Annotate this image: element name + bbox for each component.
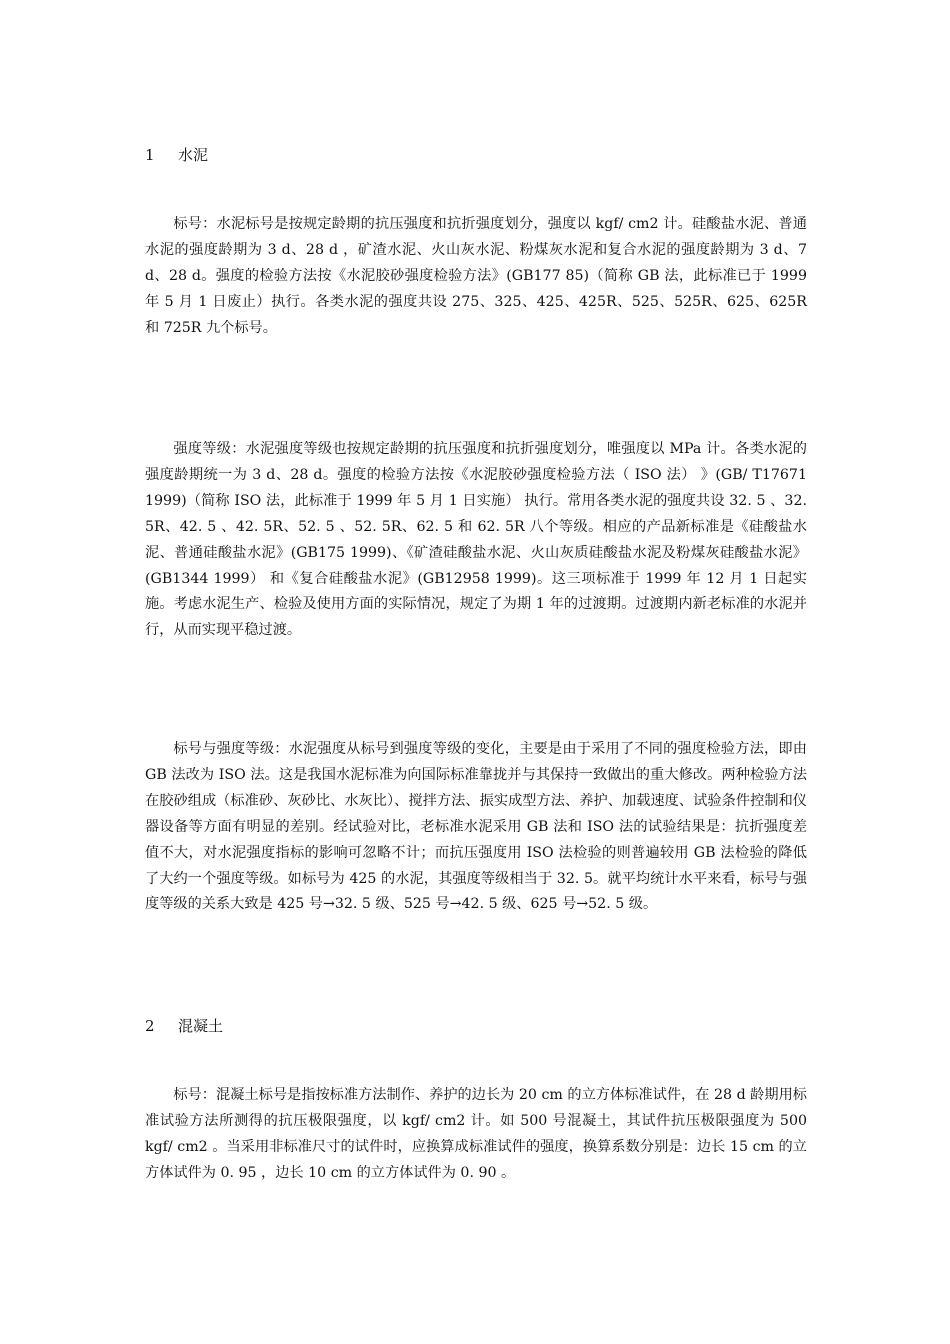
paragraph-cement-grade-number: 标号：水泥标号是按规定龄期的抗压强度和抗折强度划分，强度以 kgf/ cm2 计。硅酸盐水泥、普通水泥的强度龄期为 3 d、28 d ，矿渣水泥、火山灰水泥、粉煤灰水泥和复合水泥的强度龄期为 3 d、7 d、28 d。强度的检验方法按《水泥胶砂强度检验方法》(GB177 85)（简称 GB 法，此标准已于 1999 年 5 月 1 日废止）执行。各类水泥的强度共设 275、325、425、425R、525、525R、625、625R 和 725R 九个标号。 bbox=[145, 216, 807, 336]
section-number: 2 bbox=[145, 1017, 155, 1035]
paragraph-cement-grade-vs-class: 标号与强度等级：水泥强度从标号到强度等级的变化，主要是由于采用了不同的强度检验方法，即由 GB 法改为 ISO 法。这是我国水泥标准为向国际标准靠拢并与其保持一致做出的重大修改。两种检验方法在胶砂组成（标准砂、灰砂比、水灰比）、搅拌方法、振实成型方法、养护、加载速度、试验条件控制和仪器设备等方面有明显的差别。经试验对比，老标准水泥采用 GB 法和 ISO 法的试验结果是：抗折强度差值不大，对水泥强度指标的影响可忽略不计；而抗压强度用 ISO 法检验的则普遍较用 GB 法检验的降低了大约一个强度等级。如标号为 425 的水泥，其强度等级相当于 32. 5。就平均统计水平来看，标号与强度等级的关系大致是 425 号→32. 5 级、525 号→42. 5 级、625 号→52. 5 级。 bbox=[145, 741, 807, 913]
section-title: 混凝土 bbox=[178, 1017, 224, 1035]
section-number: 1 bbox=[145, 146, 155, 164]
section-title: 水泥 bbox=[178, 146, 209, 164]
paragraph-concrete-grade-number: 标号：混凝土标号是指按标准方法制作、养护的边长为 20 cm 的立方体标准试件，在 28 d 龄期用标准试验方法所测得的抗压极限强度，以 kgf/ cm2 计。如 500 号混凝土，其试件抗压极限强度为 500 kgf/ cm2 。当采用非标准尺寸的试件时，应换算成标准试件的强度，换算系数分别是：边长 15 cm 的立方体试件为 0. 95 ，边长 10 cm 的立方体试件为 0. 90 。 bbox=[145, 1087, 807, 1181]
section-heading-cement bbox=[145, 144, 208, 166]
section-heading-concrete bbox=[145, 1015, 223, 1037]
paragraph-cement-strength-class: 强度等级：水泥强度等级也按规定龄期的抗压强度和抗折强度划分，唯强度以 MPa 计。各类水泥的强度龄期统一为 3 d、28 d。强度的检验方法按《水泥胶砂强度检验方法（ ISO 法） 》(GB/ T17671 1999)（简称 ISO 法，此标准于 1999 年 5 月 1 日实施） 执行。常用各类水泥的强度共设 32. 5 、32. 5R、42. 5 、42. 5R、52. 5 、52. 5R、62. 5 和 62. 5R 八个等级。相应的产品新标准是《硅酸盐水泥、普通硅酸盐水泥》(GB175 1999)、《矿渣硅酸盐水泥、火山灰质硅酸盐水泥及粉煤灰硅酸盐水泥》(GB1344 1999） 和《复合硅酸盐水泥》(GB12958 1999)。这三项标准于 1999 年 12 月 1 日起实施。考虑水泥生产、检验及使用方面的实际情况，规定了为期 1 年的过渡期。过渡期内新老标准的水泥并行，从而实现平稳过渡。 bbox=[145, 441, 807, 639]
